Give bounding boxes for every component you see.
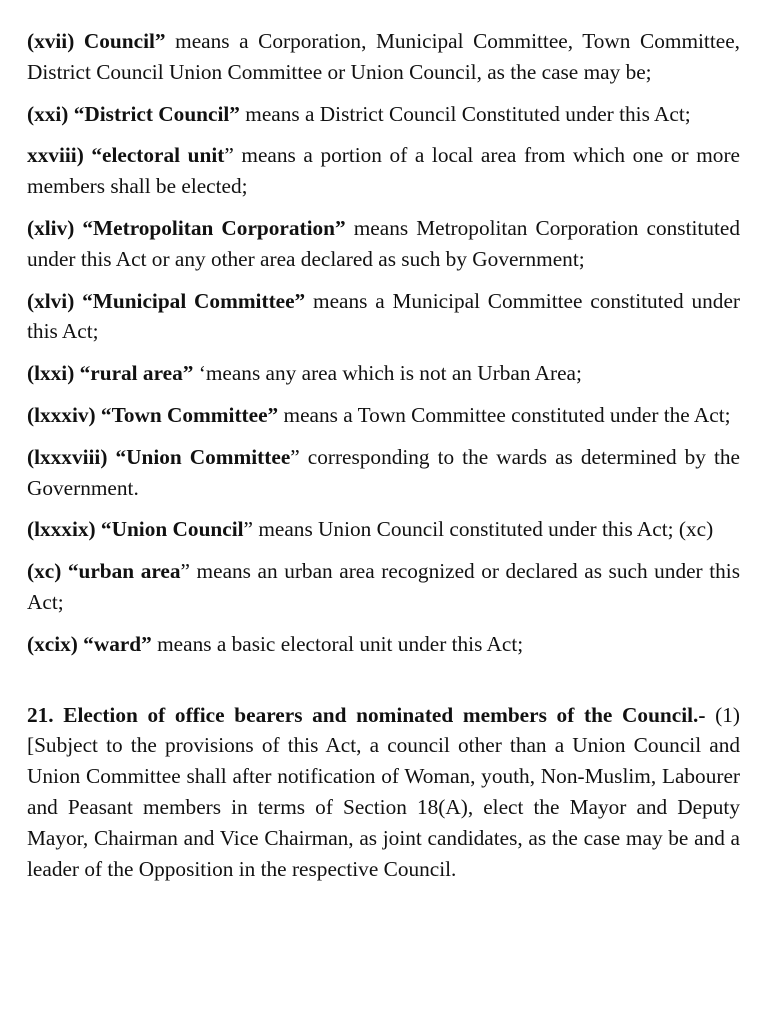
definition-text: means Metropolitan Corporation constituted under this Act or any other area declared as such by Government; (27, 215, 740, 271)
definition-term: (xvii) Council” (27, 29, 166, 53)
definition-text: ” corresponding to the wards as determined by the Government. (27, 444, 740, 500)
definition-text: means a Municipal Committee constituted under this Act; (27, 288, 740, 344)
definition-term: (xlvi) “Municipal Committee” (27, 288, 306, 313)
definition-term: (lxxxviii) “Union Committee (27, 444, 291, 469)
definition-term: xxviii) “electoral unit (27, 143, 225, 168)
definition-term: (lxxxiv) “Town Committee” (27, 402, 279, 427)
definition-term: (xxi) “District Council” (27, 101, 240, 126)
definition-metropolitan-corporation (27, 213, 740, 275)
definition-rural-area (27, 358, 740, 389)
definition-term: (xc) “urban area (27, 559, 181, 584)
definition-term: (xcix) “ward” (27, 631, 152, 656)
definition-text: means a basic electoral unit under this Act; (151, 631, 524, 656)
definition-text: means a Town Committee constituted under the Act; (278, 402, 731, 427)
definition-union-committee (27, 442, 740, 504)
definition-term: (xliv) “Metropolitan Corporation” (27, 215, 346, 240)
definition-urban-area (27, 556, 740, 618)
definition-union-council (27, 514, 740, 545)
definition-term: (lxxi) “rural area” (27, 361, 194, 386)
definition-town-committee (27, 400, 740, 431)
definition-ward (27, 629, 740, 660)
definition-text: ” means Union Council constituted under this Act; (xc) (243, 517, 714, 542)
definition-council (27, 26, 740, 88)
definition-text: ” means an urban area recognized or declared as such under this Act; (27, 559, 740, 614)
section-body: (1) [Subject to the provisions of this Act, a council other than a Union Council and Union Committee shall after notification of Woman, youth, Non-Muslim, Labourer and Peasant members in terms of Section 18(A), elect the Mayor and Deputy Mayor, Chairman and Vice Chairman, as joint candidates, as the case may be and a leader of the Opposition in the respective Council. (27, 702, 740, 881)
definition-term: (lxxxix) “Union Council (27, 517, 244, 542)
definitions-list (27, 26, 740, 660)
definition-text: means a District Council Constituted under this Act; (239, 101, 691, 126)
definition-text: ” means a portion of a local area from which one or more members shall be elected; (27, 143, 740, 199)
definition-municipal-committee (27, 286, 740, 348)
section-paragraph (27, 700, 740, 885)
section-21 (27, 700, 740, 885)
section-heading: 21. Election of office bearers and nominated members of the Council.- (27, 702, 706, 727)
definition-text: means a Corporation, Municipal Committee, Town Committee, District Council Union Committee or Union Council, as the case may be; (27, 29, 740, 84)
definition-district-council (27, 99, 740, 130)
definition-electoral-unit (27, 140, 740, 202)
definition-text: ‘means any area which is not an Urban Area; (193, 361, 582, 386)
